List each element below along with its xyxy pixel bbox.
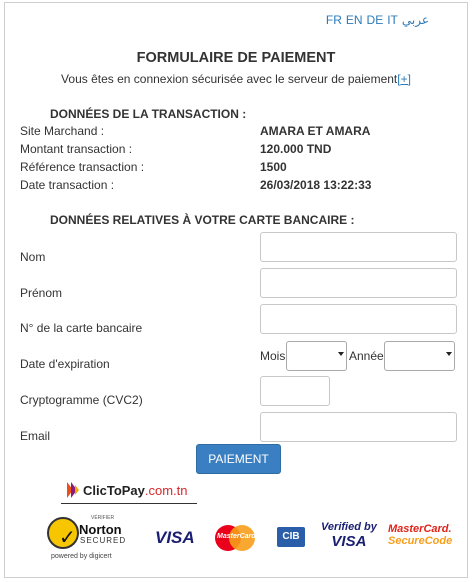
year-label: Année xyxy=(349,349,384,363)
transaction-row xyxy=(20,142,460,158)
nom-label: Nom xyxy=(20,250,46,264)
more-info-link[interactable]: [+] xyxy=(397,72,411,86)
transaction-row xyxy=(20,124,460,140)
norton-secured-badge xyxy=(45,515,137,563)
norton-check-icon: ✓ xyxy=(47,517,79,549)
month-select[interactable] xyxy=(286,341,347,371)
email-label: Email xyxy=(20,429,51,443)
lang-it-link[interactable]: IT xyxy=(387,13,398,27)
prenom-input[interactable] xyxy=(260,268,457,298)
norton-name: Norton xyxy=(79,522,122,537)
nom-input[interactable] xyxy=(260,232,457,262)
email-input[interactable] xyxy=(260,412,457,442)
expiry-label: Date d'expiration xyxy=(20,357,110,371)
clictopay-emblem-icon xyxy=(63,480,81,500)
amount-value: 120.000 TND xyxy=(260,142,332,156)
transaction-row xyxy=(20,178,460,194)
visa-logo: VISA xyxy=(155,528,195,547)
vbv-line2: VISA xyxy=(331,533,367,550)
secure-connection-text xyxy=(5,72,467,86)
cib-logo: CIB xyxy=(277,527,305,547)
prenom-label: Prénom xyxy=(20,286,63,300)
transaction-section-title: DONNÉES DE LA TRANSACTION : xyxy=(50,107,247,121)
reference-value: 1500 xyxy=(260,160,287,174)
year-select[interactable] xyxy=(384,341,455,371)
mastercard-text: MasterCard xyxy=(217,533,256,540)
subtitle-text: Vous êtes en connexion sécurisée avec le serveur de paiement xyxy=(61,72,398,86)
lang-ar-link[interactable]: عربي xyxy=(401,13,429,27)
brand-domain: .com.tn xyxy=(144,483,188,498)
norton-powered-text: powered by digicert xyxy=(51,553,112,560)
reference-label: Référence transaction : xyxy=(20,160,145,174)
date-value: 26/03/2018 13:22:33 xyxy=(260,178,372,192)
payment-form-panel xyxy=(4,2,468,578)
month-label: Mois xyxy=(260,349,286,363)
page-title: FORMULAIRE DE PAIEMENT xyxy=(136,50,336,66)
card-section-title: DONNÉES RELATIVES À VOTRE CARTE BANCAIRE : xyxy=(50,213,355,227)
mastercard-logo xyxy=(215,525,255,551)
norton-secured-text: SECURED xyxy=(80,536,127,545)
transaction-row xyxy=(20,160,460,176)
chevron-down-icon xyxy=(338,352,344,356)
cvc-label: Cryptogramme (CVC2) xyxy=(20,393,143,407)
verified-by-visa-logo xyxy=(321,521,377,550)
card-number-input[interactable] xyxy=(260,304,457,334)
lang-de-link[interactable]: DE xyxy=(366,13,384,27)
merchant-value: AMARA ET AMARA xyxy=(260,124,371,138)
cvc-input[interactable] xyxy=(260,376,330,406)
card-number-label: N° de la carte bancaire xyxy=(20,321,143,335)
pay-button[interactable]: PAIEMENT xyxy=(196,444,281,474)
brand-name: ClicToPay xyxy=(83,483,145,498)
date-label: Date transaction : xyxy=(20,178,115,192)
lang-en-link[interactable]: EN xyxy=(345,13,363,27)
language-switcher xyxy=(322,13,429,27)
mcsc-line1: MasterCard. xyxy=(388,523,452,535)
lang-fr-link[interactable]: FR xyxy=(325,13,342,27)
norton-verify-text: VÉRIFIER xyxy=(91,515,115,521)
mcsc-line2: SecureCode xyxy=(388,535,453,547)
vbv-line1: Verified by xyxy=(321,521,377,533)
mastercard-securecode-logo xyxy=(388,523,452,547)
security-badges xyxy=(45,515,465,563)
clictopay-wordmark xyxy=(83,483,188,498)
merchant-label: Site Marchand : xyxy=(20,124,105,138)
chevron-down-icon xyxy=(446,352,452,356)
amount-label: Montant transaction : xyxy=(20,142,133,156)
clictopay-logo xyxy=(61,478,197,504)
